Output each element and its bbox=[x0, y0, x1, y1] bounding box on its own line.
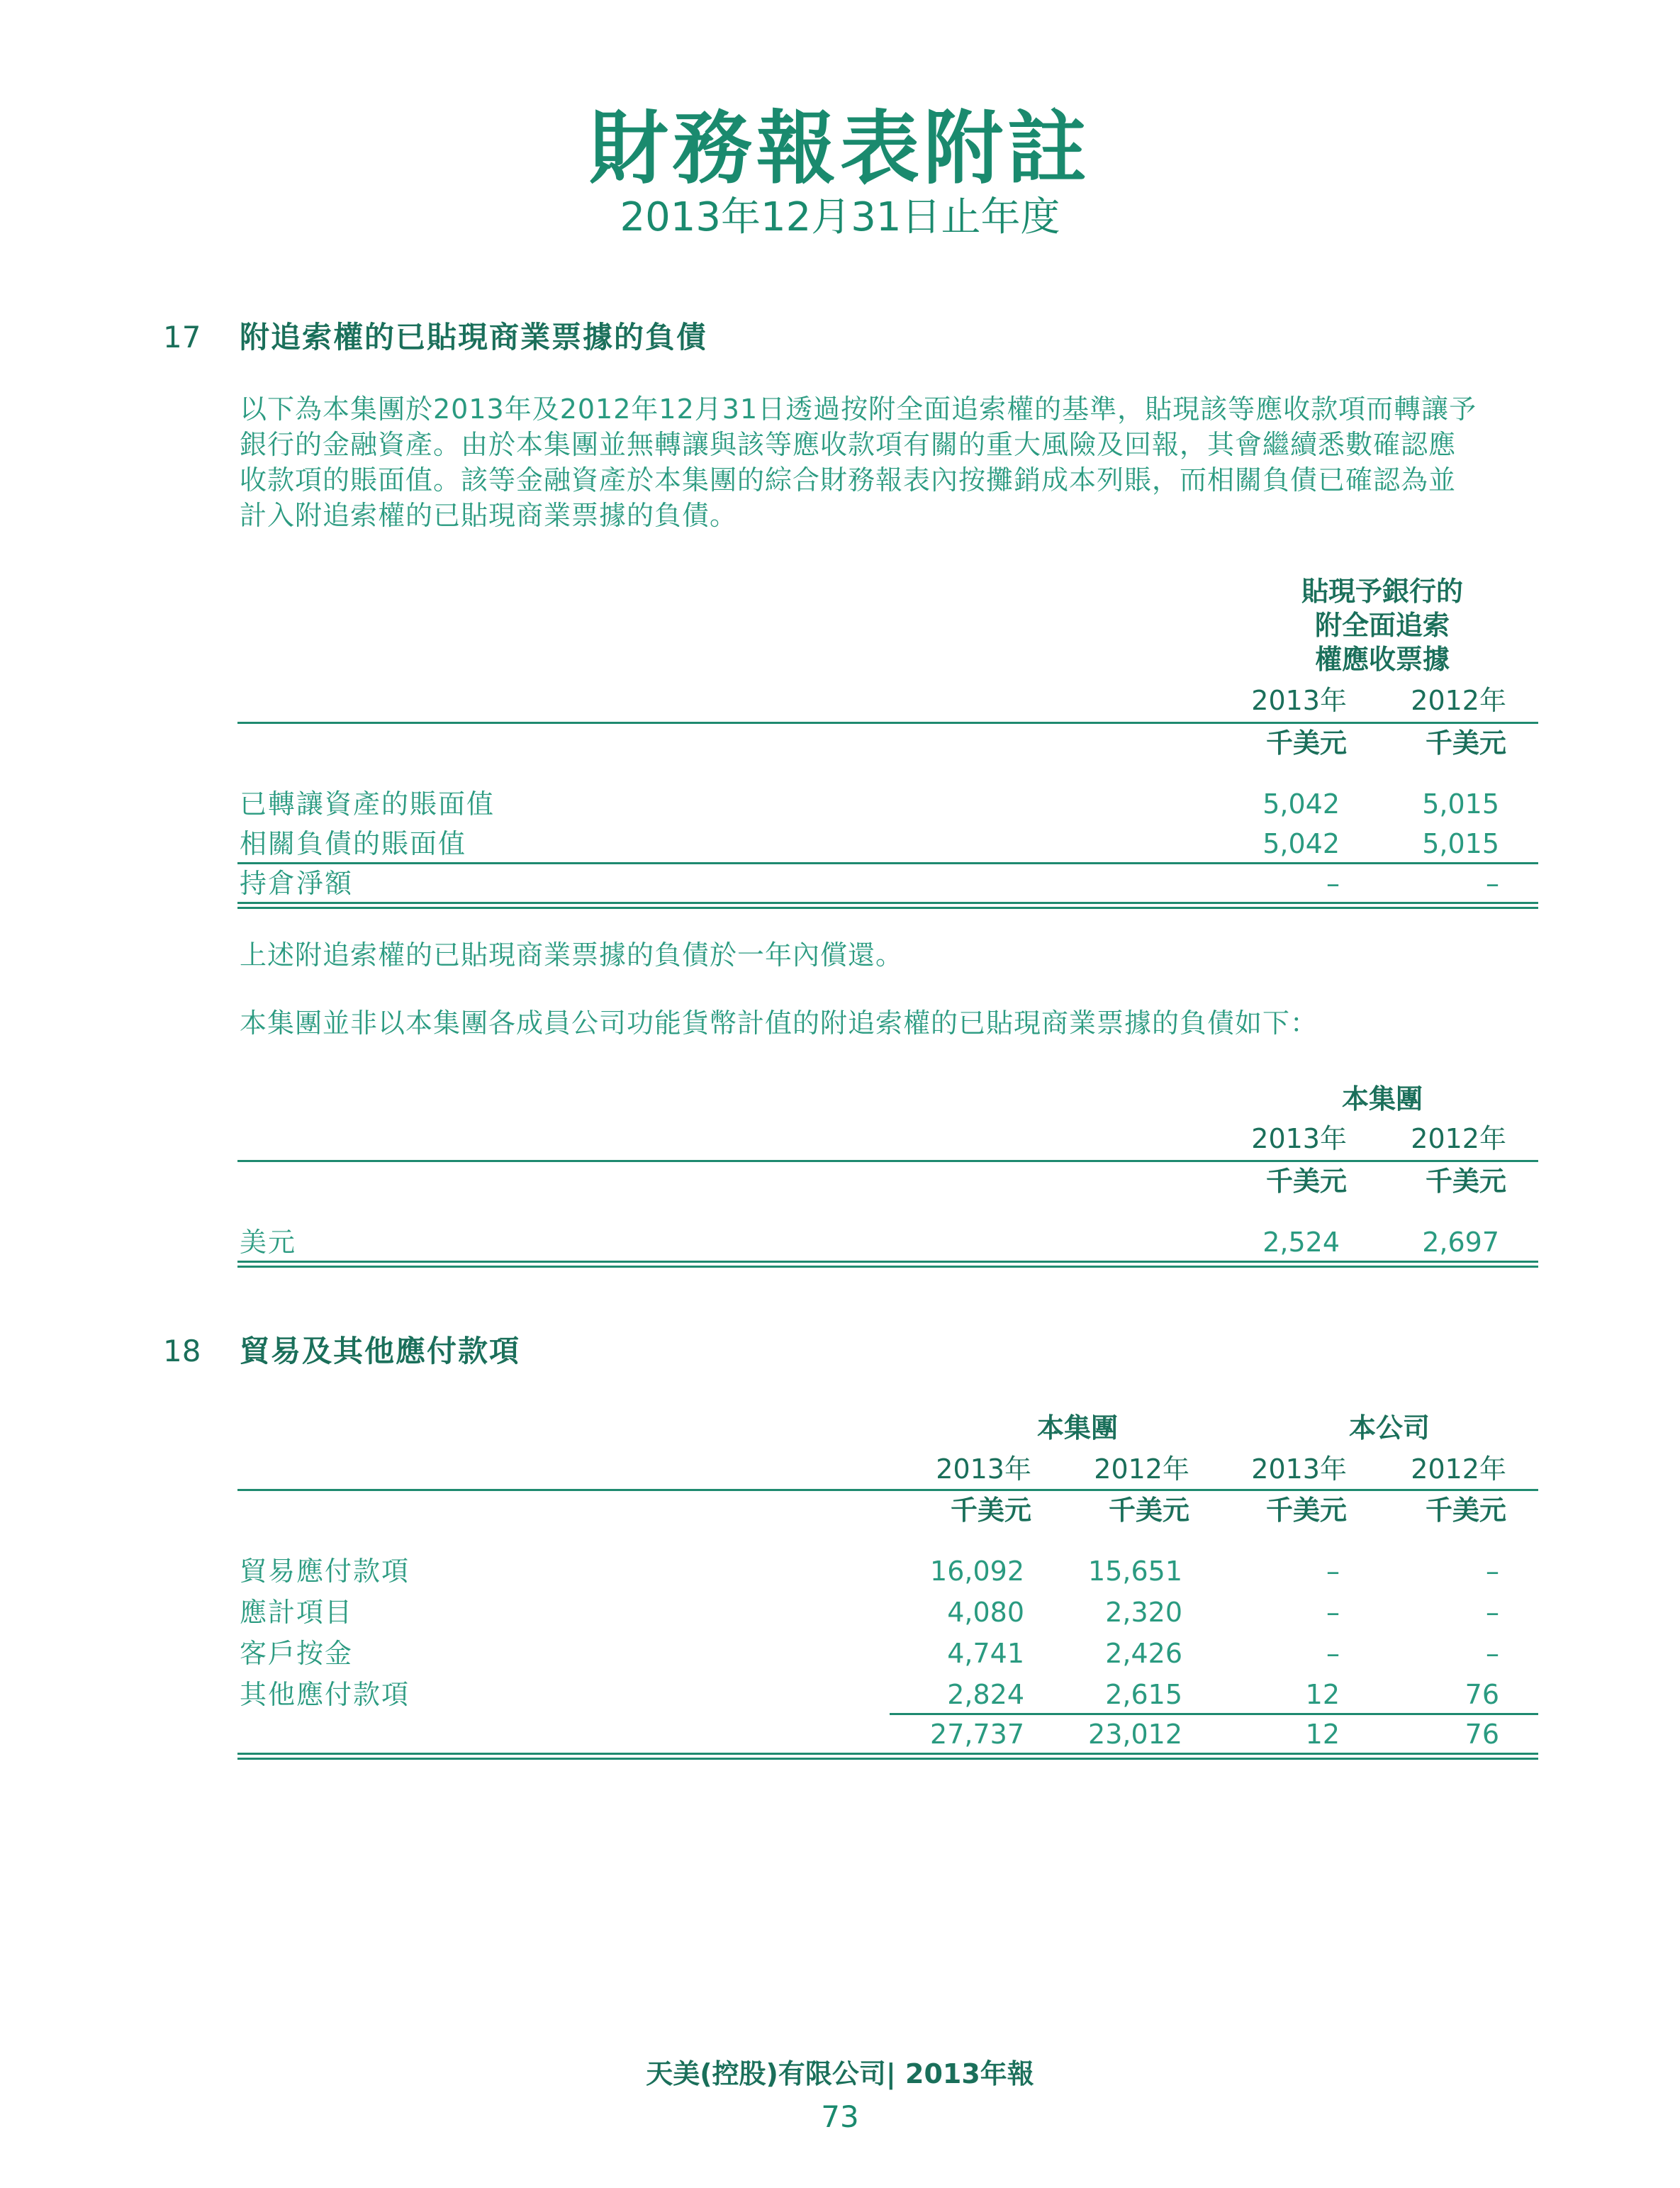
table1-year-2012: 2012年 bbox=[1411, 685, 1506, 716]
table1-row-label: 相關負債的賬面值 bbox=[240, 828, 467, 859]
table3-unit: 千美元 bbox=[1265, 1495, 1347, 1526]
note-17-paragraph-line-3: 收款項的賬面值。該等金融資產於本集團的綜合財務報表內按攤銷成本列賬，而相關負債已確認為並 bbox=[240, 464, 1457, 496]
table1-row-value-2013: 5,042 bbox=[1262, 828, 1340, 859]
table3-cell: 16,092 bbox=[930, 1556, 1024, 1587]
table1-header-rule bbox=[237, 722, 1538, 724]
table3-cell: – bbox=[1326, 1556, 1340, 1587]
table3-cell: 2,615 bbox=[1105, 1679, 1182, 1710]
table3-cell: 12 bbox=[1305, 1679, 1340, 1710]
table2-year-2012: 2012年 bbox=[1411, 1123, 1506, 1154]
table3-group-header-company: 本公司 bbox=[1348, 1412, 1430, 1444]
table1-row-value-2013: 5,042 bbox=[1262, 788, 1340, 820]
table3-cell: – bbox=[1486, 1638, 1499, 1669]
table3-unit: 千美元 bbox=[950, 1495, 1031, 1526]
table1-unit-2012: 千美元 bbox=[1425, 727, 1506, 759]
table3-cell: 76 bbox=[1465, 1679, 1499, 1710]
table3-row-label: 其他應付款項 bbox=[240, 1679, 410, 1710]
table1-group-header-line-2: 附全面追索 bbox=[1314, 610, 1450, 641]
table3-unit: 千美元 bbox=[1425, 1495, 1506, 1526]
page-title: 財務報表附註 bbox=[589, 103, 1091, 195]
table3-year: 2012年 bbox=[1094, 1453, 1189, 1485]
table2-total-double-rule bbox=[237, 1261, 1538, 1268]
table1-total-double-rule bbox=[237, 902, 1538, 909]
table3-cell: 2,824 bbox=[947, 1679, 1024, 1710]
table1-subtotal-rule bbox=[237, 862, 1538, 864]
note-17-currency-text: 本集團並非以本集團各成員公司功能貨幣計值的附追索權的已貼現商業票據的負債如下： bbox=[240, 1008, 1318, 1039]
note-18-title: 貿易及其他應付款項 bbox=[240, 1334, 521, 1368]
table3-year: 2013年 bbox=[936, 1453, 1031, 1485]
table3-cell: 4,080 bbox=[947, 1597, 1024, 1628]
table1-total-label: 持倉淨額 bbox=[240, 868, 354, 899]
table3-cell: 4,741 bbox=[947, 1638, 1024, 1669]
table3-cell: 2,320 bbox=[1105, 1597, 1182, 1628]
table3-row-label: 客戶按金 bbox=[240, 1638, 354, 1669]
table3-unit: 千美元 bbox=[1108, 1495, 1189, 1526]
table3-cell: 15,651 bbox=[1088, 1556, 1182, 1587]
table2-row-value-2013: 2,524 bbox=[1262, 1227, 1340, 1258]
table1-group-header-line-1: 貼現予銀行的 bbox=[1301, 576, 1463, 607]
table1-total-value-2012: – bbox=[1486, 868, 1499, 899]
footer-company: 天美(控股)有限公司| 2013年報 bbox=[646, 2058, 1034, 2089]
table3-total-cell: 23,012 bbox=[1088, 1719, 1182, 1750]
page-number: 73 bbox=[821, 2099, 859, 2134]
note-17-paragraph-line-1: 以下為本集團於2013年及2012年12月31日透過按附全面追索權的基準，貼現該等應收款項而轉讓予 bbox=[240, 393, 1477, 425]
note-18-number: 18 bbox=[163, 1334, 201, 1368]
note-17-number: 17 bbox=[163, 320, 201, 355]
table3-cell: – bbox=[1326, 1638, 1340, 1669]
note-17-title: 附追索權的已貼現商業票據的負債 bbox=[240, 320, 708, 355]
table3-cell: – bbox=[1486, 1556, 1499, 1587]
page-subtitle: 2013年12月31日止年度 bbox=[620, 194, 1060, 240]
table3-header-rule bbox=[237, 1489, 1538, 1491]
table1-unit-2013: 千美元 bbox=[1265, 727, 1347, 759]
table3-row-label: 貿易應付款項 bbox=[240, 1556, 410, 1587]
table2-year-2013: 2013年 bbox=[1251, 1123, 1347, 1154]
table2-row-value-2012: 2,697 bbox=[1422, 1227, 1499, 1258]
note-17-paragraph-line-4: 計入附追索權的已貼現商業票據的負債。 bbox=[240, 500, 738, 531]
table2-unit-2013: 千美元 bbox=[1265, 1166, 1347, 1197]
table3-cell: 2,426 bbox=[1105, 1638, 1182, 1669]
table3-cell: – bbox=[1486, 1597, 1499, 1628]
table3-cell: – bbox=[1326, 1597, 1340, 1628]
table3-row-label: 應計項目 bbox=[240, 1597, 354, 1628]
table2-row-label: 美元 bbox=[240, 1227, 297, 1258]
table3-total-cell: 76 bbox=[1465, 1719, 1499, 1750]
table1-group-header-line-3: 權應收票據 bbox=[1314, 644, 1450, 675]
note-17-paragraph-line-2: 銀行的金融資產。由於本集團並無轉讓與該等應收款項有關的重大風險及回報，其會繼續悉數確認應 bbox=[240, 429, 1457, 460]
table3-subtotal-rule bbox=[890, 1713, 1538, 1715]
table1-year-2013: 2013年 bbox=[1251, 685, 1347, 716]
table1-row-value-2012: 5,015 bbox=[1422, 828, 1499, 859]
table3-total-double-rule bbox=[237, 1753, 1538, 1760]
table2-header-rule bbox=[237, 1160, 1538, 1162]
table1-total-value-2013: – bbox=[1326, 868, 1340, 899]
table3-total-cell: 12 bbox=[1305, 1719, 1340, 1750]
table1-row-value-2012: 5,015 bbox=[1422, 788, 1499, 820]
note-17-repayment-text: 上述附追索權的已貼現商業票據的負債於一年內償還。 bbox=[240, 939, 904, 971]
table2-unit-2012: 千美元 bbox=[1425, 1166, 1506, 1197]
table2-group-header: 本集團 bbox=[1341, 1083, 1423, 1115]
table3-total-cell: 27,737 bbox=[930, 1719, 1024, 1750]
table3-year: 2013年 bbox=[1251, 1453, 1347, 1485]
table1-row-label: 已轉讓資產的賬面值 bbox=[240, 788, 495, 820]
table3-year: 2012年 bbox=[1411, 1453, 1506, 1485]
table3-group-header-group: 本集團 bbox=[1036, 1412, 1118, 1444]
